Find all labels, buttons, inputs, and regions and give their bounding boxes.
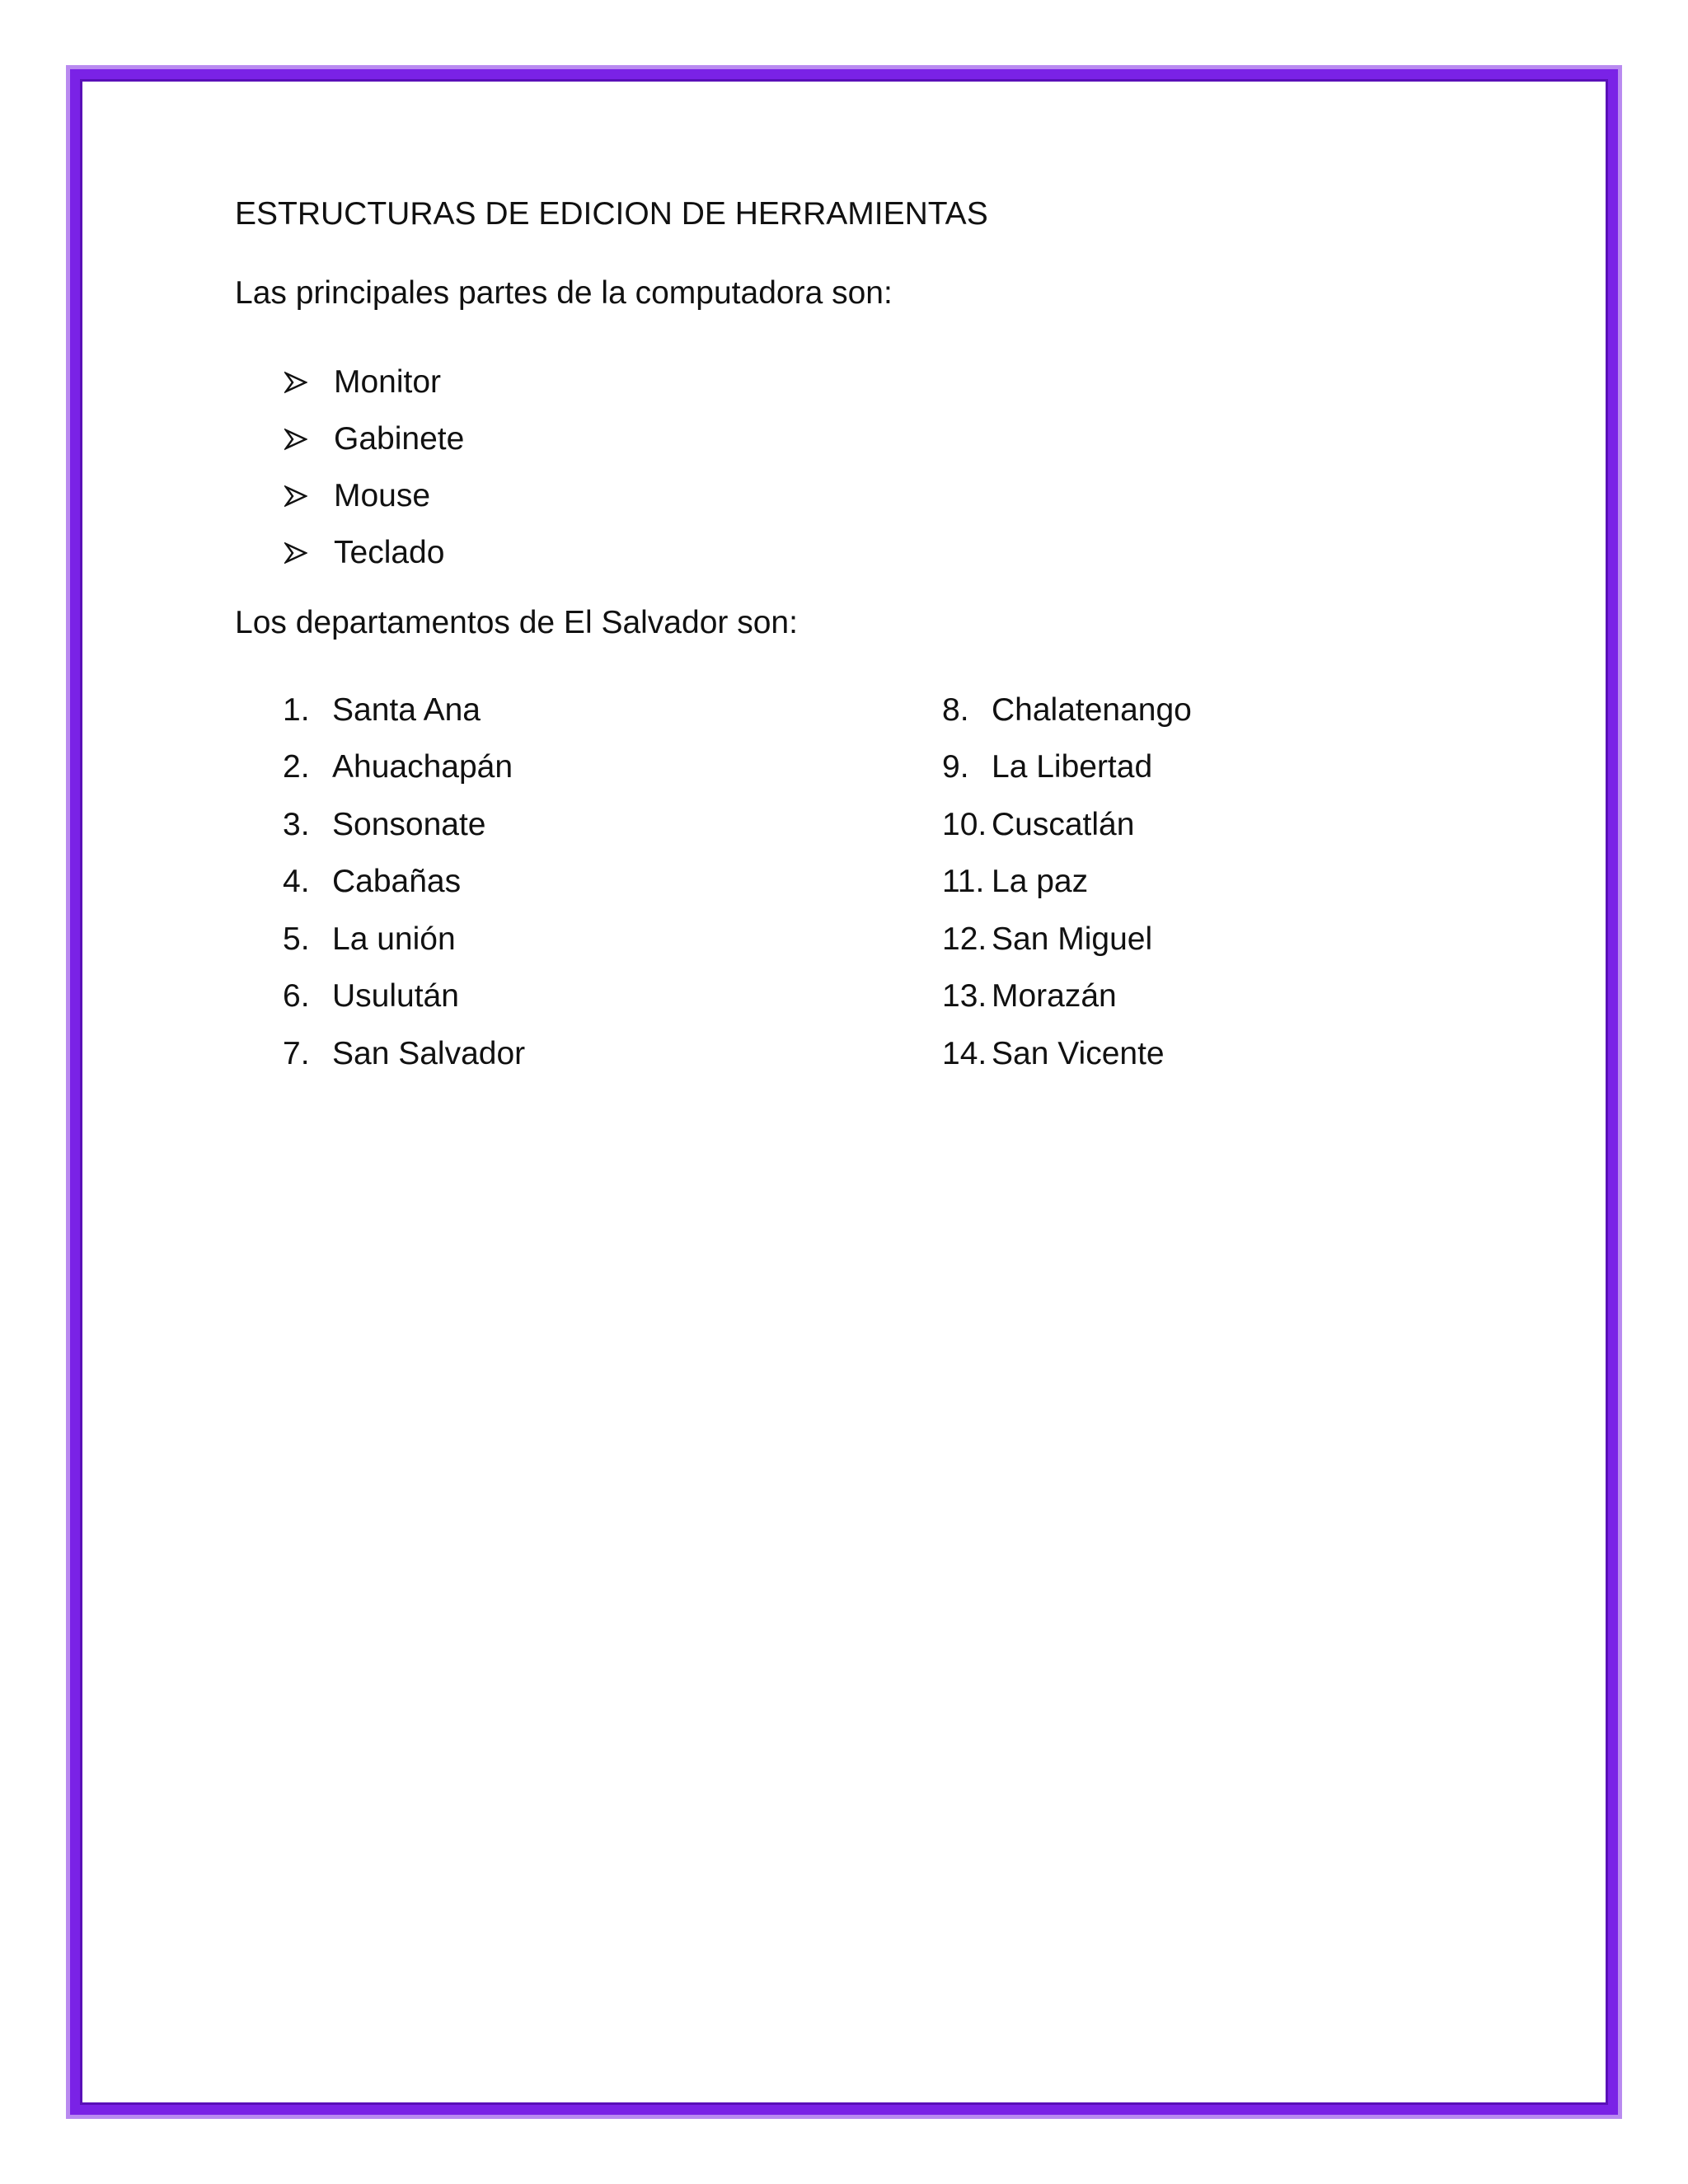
department-name: San Salvador — [332, 1035, 526, 1071]
document-heading: ESTRUCTURAS DE EDICION DE HERRAMIENTAS — [235, 196, 988, 232]
list-item — [283, 682, 525, 739]
departments-list-right — [942, 682, 1192, 1083]
department-name: Chalatenango — [992, 691, 1192, 728]
list-item — [284, 354, 464, 410]
departments-list-left — [283, 682, 525, 1083]
department-name: La Libertad — [992, 749, 1153, 785]
department-name: Morazán — [992, 978, 1117, 1015]
computer-parts-list — [284, 354, 464, 581]
department-name: Santa Ana — [332, 691, 481, 728]
arrow-bullet-icon — [284, 485, 307, 508]
list-number: 14. — [942, 1035, 987, 1071]
list-number: 12. — [942, 921, 987, 957]
list-item — [284, 410, 464, 467]
list-item-label: Teclado — [334, 534, 445, 570]
parts-intro-text: Las principales partes de la computadora son: — [235, 275, 893, 311]
list-item — [942, 739, 1192, 797]
list-number: 7. — [283, 1035, 310, 1071]
department-name: La unión — [332, 921, 456, 957]
list-number: 5. — [283, 921, 310, 957]
list-item — [942, 796, 1192, 854]
list-item — [283, 911, 525, 968]
list-number: 1. — [283, 691, 310, 728]
list-item — [942, 911, 1192, 968]
list-item — [284, 524, 464, 581]
list-number: 11. — [942, 864, 985, 900]
list-number: 4. — [283, 864, 310, 900]
list-item-label: Monitor — [334, 363, 442, 400]
departments-intro-text: Los departamentos de El Salvador son: — [235, 605, 798, 640]
list-item — [942, 1025, 1192, 1083]
list-number: 6. — [283, 978, 310, 1015]
list-item — [942, 854, 1192, 912]
list-item — [284, 467, 464, 524]
list-item-label: Gabinete — [334, 420, 465, 457]
list-item — [942, 968, 1192, 1026]
list-item — [283, 968, 525, 1026]
list-item-label: Mouse — [334, 477, 431, 513]
arrow-bullet-icon — [284, 371, 307, 394]
list-number: 13. — [942, 978, 987, 1015]
arrow-bullet-icon — [284, 541, 307, 565]
department-name: La paz — [992, 864, 1089, 900]
department-name: Cabañas — [332, 864, 462, 900]
arrow-bullet-icon — [284, 428, 307, 451]
list-item — [283, 854, 525, 912]
list-number: 9. — [942, 749, 969, 785]
list-number: 2. — [283, 749, 310, 785]
list-item — [942, 682, 1192, 739]
department-name: Cuscatlán — [992, 806, 1135, 842]
list-item — [283, 1025, 525, 1083]
list-number: 3. — [283, 806, 310, 842]
list-item — [283, 796, 525, 854]
list-item — [283, 739, 525, 797]
department-name: Ahuachapán — [332, 749, 513, 785]
department-name: San Miguel — [992, 921, 1153, 957]
department-name: Sonsonate — [332, 806, 486, 842]
list-number: 10. — [942, 806, 987, 842]
list-number: 8. — [942, 691, 969, 728]
department-name: Usulután — [332, 978, 459, 1015]
department-name: San Vicente — [992, 1035, 1165, 1071]
